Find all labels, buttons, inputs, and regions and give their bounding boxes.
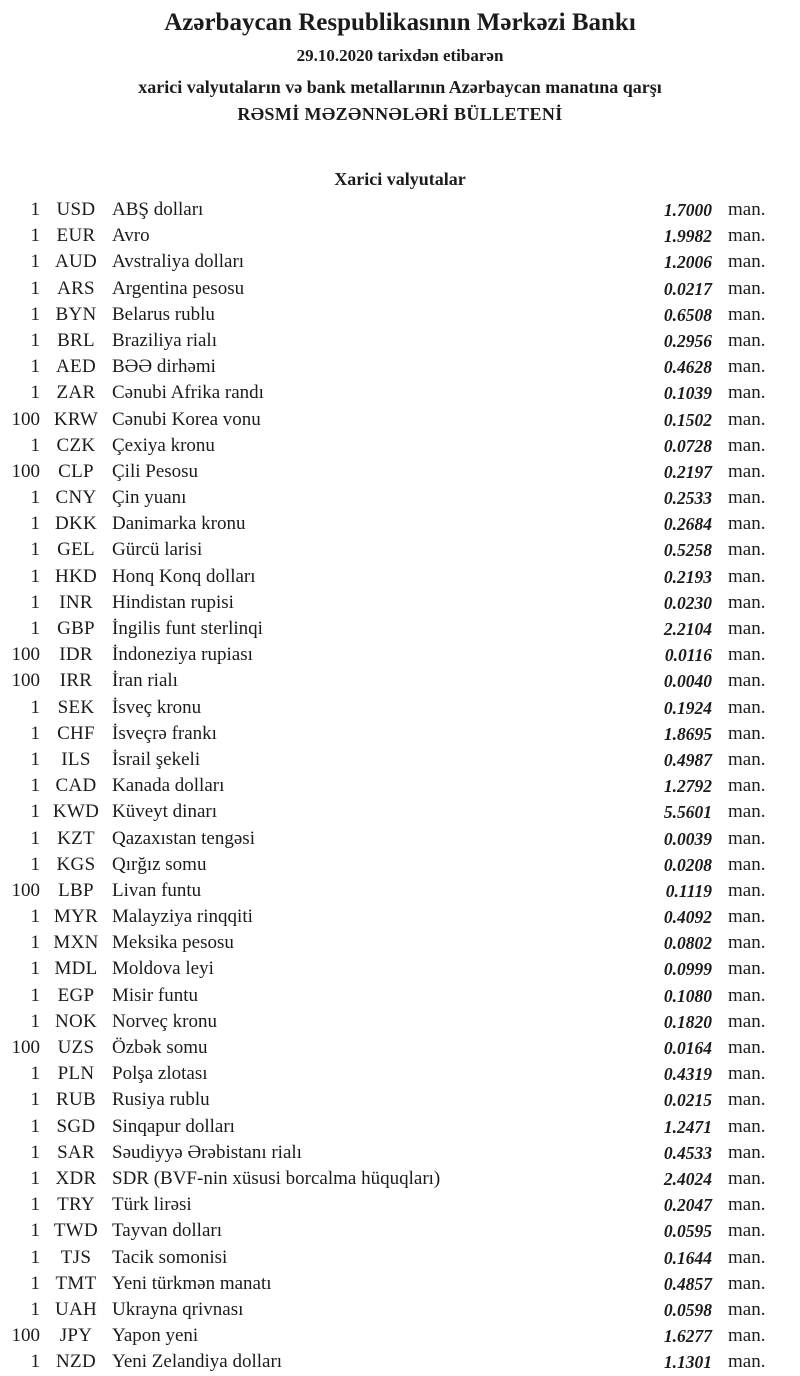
currency-name: Yapon yeni [112,1325,199,1347]
currency-code: GEL [57,539,95,561]
unit-label: man. [728,382,766,404]
unit-label: man. [728,801,766,823]
rate-row [0,695,800,721]
currency-name: Honq Konq dolları [112,565,256,587]
currency-code: LBP [58,879,94,901]
rate-value: 1.1301 [663,1352,712,1373]
unit-label: man. [728,722,766,744]
rate-value: 0.0215 [663,1090,712,1111]
currency-quantity: 1 [30,1141,40,1163]
rate-row [0,354,800,380]
rate-value: 0.0595 [663,1221,712,1242]
rate-row [0,983,800,1009]
rate-row [0,564,800,590]
rate-row [0,1349,800,1375]
currency-code: CNY [55,487,97,509]
unit-label: man. [728,1010,766,1032]
unit-label: man. [728,251,766,273]
unit-label: man. [728,879,766,901]
unit-label: man. [728,1272,766,1294]
currency-quantity: 100 [11,460,40,482]
unit-label: man. [728,199,766,220]
currency-quantity: 1 [30,513,40,535]
rate-value: 0.2956 [663,330,712,351]
currency-name: Gürcü larisi [112,539,203,561]
currency-quantity: 1 [30,434,40,456]
currency-quantity: 1 [30,1115,40,1137]
currency-quantity: 1 [30,1220,40,1242]
currency-quantity: 100 [11,408,40,430]
bulletin-subtitle: xarici valyutaların və bank metallarının Azərbaycan manatına qarşı [138,77,662,97]
currency-name: Polşa zlotası [112,1063,208,1085]
currency-code: IDR [59,644,93,666]
rate-row [0,721,800,747]
currency-quantity: 1 [30,775,40,797]
rate-row [0,1087,800,1113]
rate-value: 0.1820 [663,1011,712,1032]
rate-row [0,616,800,642]
currency-name: Qırğız somu [112,853,207,875]
rate-value: 0.0230 [663,592,712,613]
unit-label: man. [728,277,766,299]
bulletin-title: RƏSMİ MƏZƏNNƏLƏRİ BÜLLETENİ [237,104,563,124]
currency-code: KGS [56,853,96,875]
currency-code: AUD [54,251,98,273]
currency-code: BRL [57,329,95,351]
rate-row [0,799,800,825]
currency-quantity: 1 [30,1272,40,1294]
rate-row [0,433,800,459]
rate-row [0,1245,800,1271]
currency-name: İngilis funt sterlinqi [112,618,263,639]
section-title-foreign-currencies: Xarici valyutalar [334,169,466,189]
rate-value: 0.1119 [665,880,712,901]
currency-name: SDR (BVF-nin xüsusi borcalma hüquqları) [112,1167,441,1189]
unit-label: man. [728,1115,766,1137]
rate-value: 0.0164 [663,1038,712,1058]
currency-name: Belarus rublu [112,303,215,325]
currency-name: Türk lirəsi [112,1194,192,1216]
currency-code: TRY [57,1194,95,1216]
currency-name: Hindistan rupisi [112,591,234,613]
unit-label: man. [728,1298,766,1320]
currency-name: Özbək somu [112,1037,208,1058]
rate-value: 0.0217 [663,278,712,299]
document-header [0,0,800,126]
unit-label: man. [728,853,766,875]
currency-code: ILS [61,748,91,770]
currency-name: Çin yuanı [112,487,187,509]
rate-row [0,459,800,485]
unit-label: man. [728,225,766,247]
currency-quantity: 1 [30,251,40,273]
rate-row [0,904,800,930]
unit-label: man. [728,644,766,666]
currency-quantity: 1 [30,984,40,1006]
rate-value: 0.2197 [663,461,712,482]
currency-quantity: 1 [30,1063,40,1085]
unit-label: man. [728,1167,766,1189]
currency-name: Norveç kronu [112,1010,217,1032]
rate-value: 0.0999 [663,959,712,980]
rate-value: 0.1924 [663,697,712,718]
rate-value: 2.2104 [663,619,712,639]
currency-code: XDR [55,1167,97,1189]
currency-name: İsveç kronu [112,696,202,718]
rate-row [0,1271,800,1297]
rate-value: 1.9982 [663,226,712,247]
unit-label: man. [728,827,766,849]
unit-label: man. [728,1089,766,1111]
currency-code: TJS [60,1246,92,1268]
currency-name: Danimarka kronu [112,513,246,535]
unit-label: man. [728,932,766,954]
currency-code: CHF [57,722,95,744]
currency-name: Cənubi Afrika randı [112,382,264,404]
unit-label: man. [728,958,766,980]
currency-quantity: 1 [30,591,40,613]
unit-label: man. [728,1325,766,1347]
currency-code: JPY [59,1325,93,1347]
rate-value: 0.2047 [663,1195,712,1216]
rate-row [0,223,800,249]
currency-name: Çexiya kronu [112,434,215,456]
rate-row [0,485,800,511]
rate-row [0,537,800,563]
currency-quantity: 100 [11,1325,40,1347]
rate-row [0,249,800,275]
currency-name: ABŞ dolları [112,199,204,220]
currency-quantity: 1 [30,1167,40,1189]
currency-name: Braziliya rialı [112,329,217,351]
currency-code: UAH [54,1298,98,1320]
rate-value: 0.4857 [663,1273,712,1294]
currency-name: BƏƏ dirhəmi [112,356,216,378]
unit-label: man. [728,1246,766,1268]
currency-name: Yeni türkmən manatı [112,1272,272,1294]
currency-code: CLP [58,460,94,482]
rate-value: 0.6508 [663,304,712,325]
currency-quantity: 1 [30,958,40,980]
rate-row [0,668,800,694]
rate-row [0,1009,800,1035]
currency-name: İsveçrə frankı [112,722,217,744]
currency-quantity: 1 [30,329,40,351]
currency-name: Avstraliya dolları [112,251,245,273]
rate-value: 0.4628 [663,357,712,378]
currency-name: Livan funtu [112,879,202,901]
unit-label: man. [728,618,766,639]
currency-code: SEK [57,696,95,718]
currency-name: Səudiyyə Ərəbistanı rialı [112,1141,302,1163]
currency-name: Misir funtu [112,984,199,1006]
currency-quantity: 1 [30,487,40,509]
rate-value: 0.0598 [663,1299,712,1320]
unit-label: man. [728,1220,766,1242]
rate-row [0,1166,800,1192]
unit-label: man. [728,487,766,509]
currency-quantity: 1 [30,932,40,954]
rate-value: 0.4987 [663,749,712,770]
rate-value: 1.8695 [663,723,712,744]
unit-label: man. [728,696,766,718]
rate-value: 0.4319 [663,1064,712,1085]
rate-row [0,1114,800,1140]
unit-label: man. [728,513,766,535]
rate-row [0,407,800,433]
currency-code: INR [59,591,93,613]
rate-row [0,747,800,773]
unit-label: man. [728,984,766,1006]
rate-row [0,1035,800,1061]
rate-value: 0.0039 [663,828,712,849]
currency-quantity: 1 [30,722,40,744]
rate-value: 2.4024 [663,1168,712,1189]
rate-value: 0.0116 [664,645,712,666]
currency-quantity: 100 [11,879,40,901]
currency-name: Argentina pesosu [112,277,245,299]
rate-value: 0.2193 [663,566,712,587]
currency-code: IRR [59,670,93,692]
currency-quantity: 1 [30,1351,40,1373]
rate-value: 0.4533 [663,1142,712,1163]
unit-label: man. [728,1351,766,1373]
rate-row [0,328,800,354]
unit-label: man. [728,1037,766,1058]
currency-code: PLN [57,1063,95,1085]
currency-code: CAD [55,775,97,797]
rate-value: 1.2792 [663,776,712,797]
rate-value: 0.1080 [663,985,712,1006]
rate-row [0,930,800,956]
rate-value: 0.2533 [663,488,712,509]
currency-code: NZD [56,1351,96,1373]
effective-date: 29.10.2020 tarixdən etibarən [296,46,504,65]
currency-name: İsrail şekeli [112,748,201,770]
currency-code: KZT [57,827,95,849]
unit-label: man. [728,539,766,561]
currency-code: SAR [57,1141,95,1163]
rate-value: 1.7000 [663,200,712,220]
currency-quantity: 1 [30,801,40,823]
rate-row [0,826,800,852]
bank-name-title: Azərbaycan Respublikasının Mərkəzi Bankı [164,9,636,36]
rate-row [0,1323,800,1349]
rate-row [0,878,800,904]
currency-name: İndoneziya rupiası [112,644,253,666]
rate-value: 0.0040 [663,671,712,692]
rate-value: 1.2471 [663,1116,712,1137]
currency-quantity: 1 [30,827,40,849]
currency-code: TWD [53,1220,99,1242]
unit-label: man. [728,1063,766,1085]
unit-label: man. [728,1194,766,1216]
currency-quantity: 1 [30,618,40,639]
currency-quantity: 1 [30,1089,40,1111]
rate-row [0,1297,800,1323]
currency-quantity: 1 [30,1194,40,1216]
currency-code: EUR [56,225,96,247]
currency-quantity: 1 [30,356,40,378]
currency-quantity: 1 [30,906,40,928]
currency-code: ZAR [56,382,96,404]
currency-name: Avro [112,225,150,247]
rate-row [0,590,800,616]
currency-code: MXN [53,932,99,954]
currency-code: DKK [54,513,98,535]
currency-name: Meksika pesosu [112,932,234,954]
currency-quantity: 1 [30,382,40,404]
rate-row [0,1061,800,1087]
currency-code: ARS [57,277,95,299]
currency-quantity: 1 [30,303,40,325]
currency-name: Tacik somonisi [112,1246,228,1268]
rate-value: 0.5258 [663,540,712,561]
unit-label: man. [728,408,766,430]
currency-code: AED [56,356,96,378]
unit-label: man. [728,303,766,325]
rate-value: 0.1502 [663,409,712,430]
unit-label: man. [728,748,766,770]
currency-quantity: 1 [30,1298,40,1320]
rate-row [0,1140,800,1166]
currency-name: Moldova leyi [112,958,214,980]
currency-rates-table [0,197,800,1375]
currency-code: SGD [56,1115,96,1137]
rate-value: 1.6277 [663,1326,712,1347]
currency-quantity: 1 [30,539,40,561]
unit-label: man. [728,591,766,613]
currency-code: CZK [56,434,96,456]
rate-row [0,642,800,668]
rate-value: 0.1644 [663,1247,712,1268]
unit-label: man. [728,329,766,351]
currency-name: Tayvan dolları [112,1220,222,1242]
currency-quantity: 1 [30,565,40,587]
rate-row [0,197,800,223]
rate-value: 0.0208 [663,854,712,875]
currency-code: KWD [52,801,100,823]
currency-code: NOK [54,1010,98,1032]
currency-code: USD [56,199,96,220]
currency-name: Küveyt dinarı [112,801,218,823]
currency-name: Kanada dolları [112,775,225,797]
currency-code: BYN [55,303,97,325]
currency-quantity: 1 [30,277,40,299]
rate-row [0,276,800,302]
currency-quantity: 1 [30,225,40,247]
currency-code: MYR [53,906,99,928]
currency-name: Çili Pesosu [112,460,199,482]
rate-value: 0.2684 [663,514,712,535]
currency-name: Rusiya rublu [112,1089,210,1111]
unit-label: man. [728,460,766,482]
currency-quantity: 100 [11,1037,40,1058]
currency-quantity: 100 [11,644,40,666]
currency-quantity: 1 [30,1246,40,1268]
currency-name: İran rialı [112,670,178,692]
currency-code: MDL [54,958,98,980]
currency-name: Malayziya rinqqiti [112,906,253,928]
currency-quantity: 1 [30,853,40,875]
currency-code: TMT [55,1272,97,1294]
rate-value: 0.0802 [663,933,712,954]
currency-code: EGP [57,984,95,1006]
currency-code: RUB [56,1089,96,1111]
unit-label: man. [728,434,766,456]
currency-code: HKD [54,565,98,587]
currency-quantity: 100 [11,670,40,692]
unit-label: man. [728,775,766,797]
rate-row [0,1218,800,1244]
currency-name: Yeni Zelandiya dolları [112,1351,283,1373]
rate-value: 5.5601 [663,802,712,823]
rate-row [0,956,800,982]
rate-row [0,302,800,328]
rate-row [0,380,800,406]
rate-value: 0.4092 [663,907,712,928]
currency-quantity: 1 [30,1010,40,1032]
currency-quantity: 1 [30,696,40,718]
currency-name: Qazaxıstan tengəsi [112,827,255,849]
rate-row [0,1192,800,1218]
rate-row [0,773,800,799]
unit-label: man. [728,1141,766,1163]
rate-row [0,852,800,878]
currency-quantity: 1 [30,199,40,220]
unit-label: man. [728,356,766,378]
currency-code: KRW [53,408,99,430]
rate-row [0,511,800,537]
currency-name: Ukrayna qrivnası [112,1298,244,1320]
currency-code: GBP [57,618,95,639]
rate-value: 1.2006 [663,252,712,273]
rate-value: 0.1039 [663,383,712,404]
unit-label: man. [728,670,766,692]
currency-quantity: 1 [30,748,40,770]
currency-code: UZS [57,1037,95,1058]
currency-name: Cənubi Korea vonu [112,408,261,430]
rate-value: 0.0728 [663,435,712,456]
currency-name: Sinqapur dolları [112,1115,235,1137]
unit-label: man. [728,565,766,587]
unit-label: man. [728,906,766,928]
